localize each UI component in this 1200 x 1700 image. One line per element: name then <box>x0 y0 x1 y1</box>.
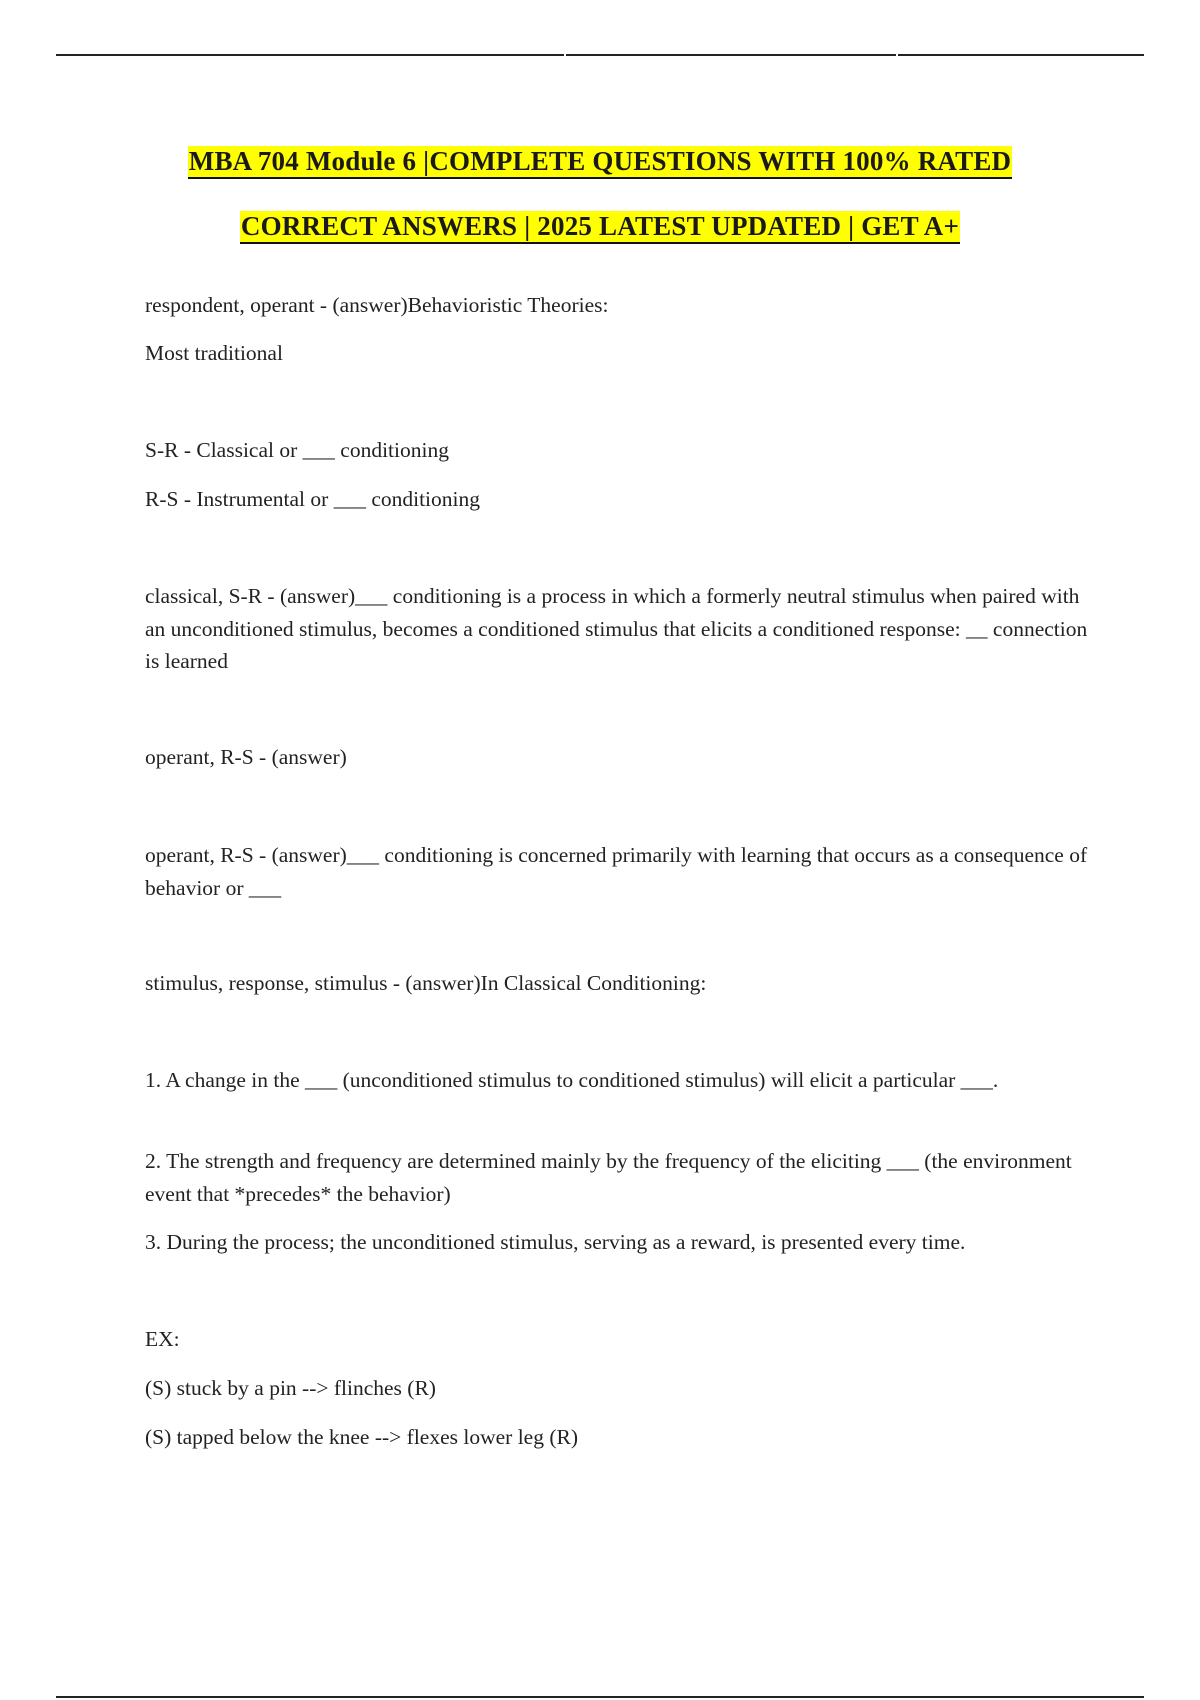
paragraph-5: classical, S-R - (answer)___ conditioning is a process in which a formerly neutral stimulus when paired with an unconditioned stimulus, becomes a conditioned stimulus that elicits a conditioned response: __ connection is learned <box>145 584 1088 673</box>
document-title-line-1 <box>0 146 1200 177</box>
paragraph-14: (S) tapped below the knee --> flexes lower leg (R) <box>145 1425 579 1449</box>
footer-rule <box>56 1696 1144 1698</box>
paragraph-9: 1. A change in the ___ (unconditioned stimulus to conditioned stimulus) will elicit a particular ___. <box>145 1068 999 1092</box>
header-rule-2 <box>566 54 896 56</box>
paragraph-3: S-R - Classical or ___ conditioning <box>145 438 449 462</box>
header-rule-1 <box>56 54 564 56</box>
paragraph-12: EX: <box>145 1327 180 1351</box>
paragraph-6: operant, R-S - (answer) <box>145 745 347 769</box>
paragraph-4: R-S - Instrumental or ___ conditioning <box>145 487 481 511</box>
header-rule-3 <box>898 54 1144 56</box>
paragraph-2: Most traditional <box>145 341 283 365</box>
paragraph-10: 2. The strength and frequency are determined mainly by the frequency of the eliciting ___ (the environment event that *precedes* the behavior) <box>145 1149 1072 1206</box>
paragraph-7: operant, R-S - (answer)___ conditioning is concerned primarily with learning that occurs as a consequence of behavior or ___ <box>145 843 1088 900</box>
paragraph-8: stimulus, response, stimulus - (answer)In Classical Conditioning: <box>145 971 707 995</box>
paragraph-11: 3. During the process; the unconditioned stimulus, serving as a reward, is presented every time. <box>145 1230 966 1254</box>
paragraph-1: respondent, operant - (answer)Behavioristic Theories: <box>145 293 609 317</box>
title-line-1-text: MBA 704 Module 6 |COMPLETE QUESTIONS WITH 100% RATED <box>188 146 1012 179</box>
title-line-2-text: CORRECT ANSWERS | 2025 LATEST UPDATED | GET A+ <box>240 211 960 244</box>
document-title-line-2 <box>0 211 1200 242</box>
paragraph-13: (S) stuck by a pin --> flinches (R) <box>145 1376 436 1400</box>
